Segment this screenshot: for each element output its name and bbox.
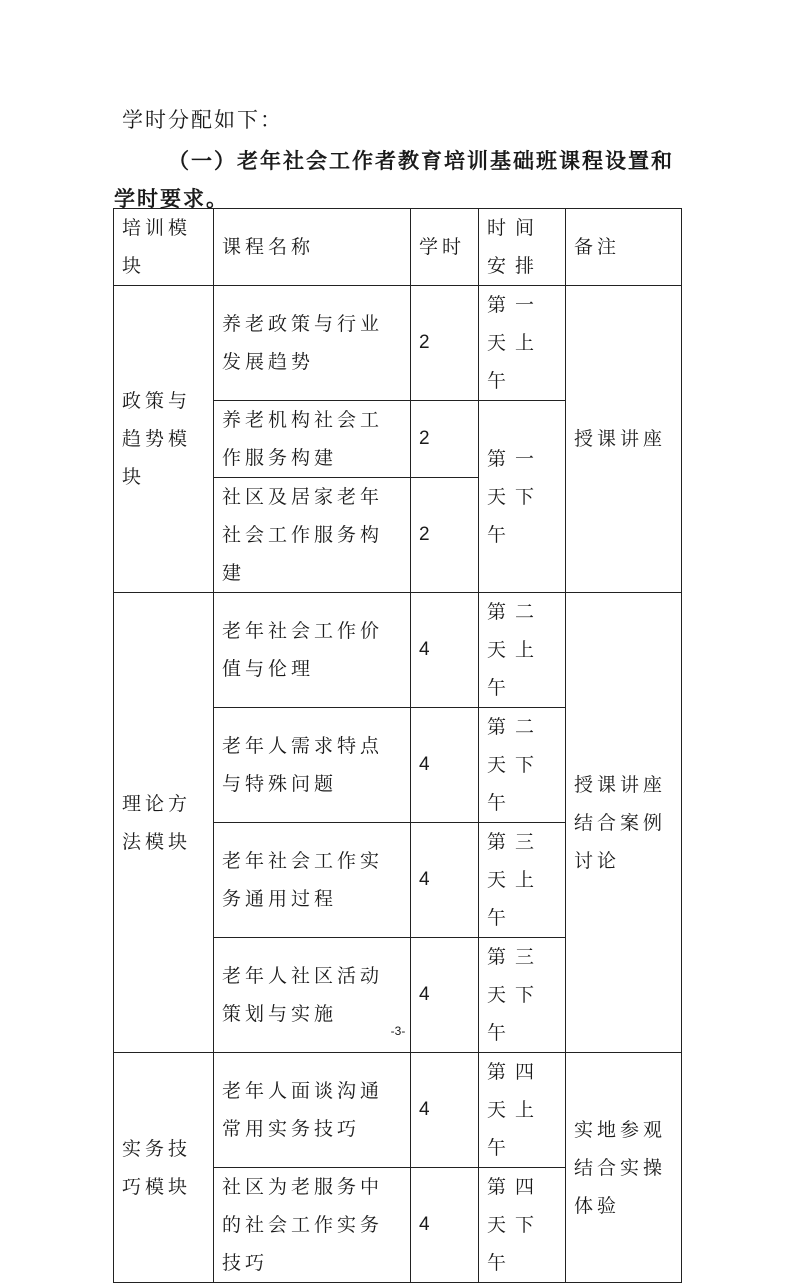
course-name-cell: 社区及居家老年社会工作服务构建 — [214, 478, 411, 593]
hours-cell: 4 — [411, 1168, 479, 1283]
table-row — [114, 286, 682, 401]
course-name-cell: 老年人需求特点与特殊问题 — [214, 708, 411, 823]
course-name-cell: 老年人社区活动策划与实施 — [214, 938, 411, 1053]
module-cell: 政策与趋势模块 — [114, 286, 214, 593]
note-cell: 实地参观结合实操体验 — [566, 1053, 682, 1283]
time-cell: 第一天下午 — [479, 401, 566, 593]
header-note: 备注 — [566, 209, 682, 286]
time-cell: 第二天上午 — [479, 593, 566, 708]
hours-cell: 2 — [411, 286, 479, 401]
header-time: 时间安排 — [479, 209, 566, 286]
hours-cell: 4 — [411, 708, 479, 823]
module-cell: 理论方法模块 — [114, 593, 214, 1053]
table-row — [114, 593, 682, 708]
note-cell: 授课讲座结合案例讨论 — [566, 593, 682, 1053]
time-cell: 第四天上午 — [479, 1053, 566, 1168]
intro-text: 学时分配如下： — [122, 108, 283, 132]
header-hours: 学时 — [411, 209, 479, 286]
hours-cell: 4 — [411, 823, 479, 938]
course-name-cell: 老年人面谈沟通常用实务技巧 — [214, 1053, 411, 1168]
note-cell: 授课讲座 — [566, 286, 682, 593]
header-course: 课程名称 — [214, 209, 411, 286]
time-cell: 第一天上午 — [479, 286, 566, 401]
table-header-row — [114, 209, 682, 286]
page-number: -3- — [390, 1024, 406, 1038]
module-cell: 实务技巧模块 — [114, 1053, 214, 1283]
course-name-cell: 老年社会工作价值与伦理 — [214, 593, 411, 708]
section-heading: （一）老年社会工作者教育培训基础班课程设置和学时要求。 — [114, 148, 674, 211]
hours-cell: 2 — [411, 478, 479, 593]
course-name-cell: 养老政策与行业发展趋势 — [214, 286, 411, 401]
hours-cell: 4 — [411, 938, 479, 1053]
header-module: 培训模块 — [114, 209, 214, 286]
hours-cell: 2 — [411, 401, 479, 478]
hours-cell: 4 — [411, 1053, 479, 1168]
time-cell: 第三天下午 — [479, 938, 566, 1053]
time-cell: 第二天下午 — [479, 708, 566, 823]
course-name-cell: 老年社会工作实务通用过程 — [214, 823, 411, 938]
time-cell: 第三天上午 — [479, 823, 566, 938]
course-name-cell: 养老机构社会工作服务构建 — [214, 401, 411, 478]
course-name-cell: 社区为老服务中的社会工作实务技巧 — [214, 1168, 411, 1283]
time-cell: 第四天下午 — [479, 1168, 566, 1283]
hours-cell: 4 — [411, 593, 479, 708]
table-row — [114, 1053, 682, 1168]
